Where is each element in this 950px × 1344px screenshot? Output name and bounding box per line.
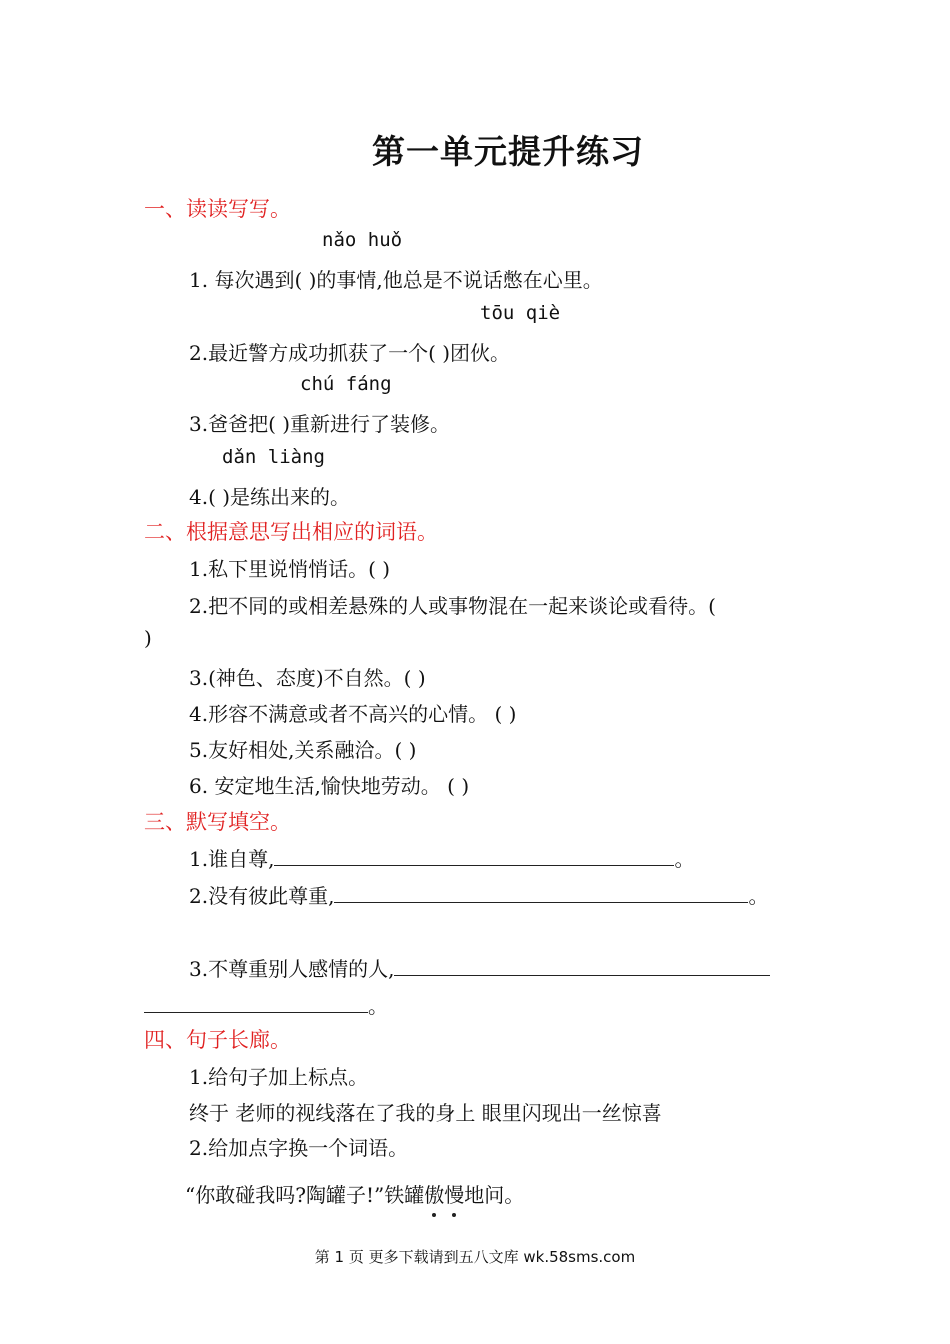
s2-item-1: 1.私下里说悄悄话。( ) xyxy=(189,557,391,581)
pinyin-4: dǎn liàng xyxy=(222,446,325,468)
s1-item-1: 1. 每次遇到( )的事情,他总是不说话憋在心里。 xyxy=(189,268,603,292)
period: 。 xyxy=(368,994,388,1018)
s3-item-3-continued xyxy=(144,990,388,1019)
s3-item-1-label: 1.谁自尊, xyxy=(189,847,275,871)
s3-item-1 xyxy=(189,843,694,872)
page-footer: 第 1 页 更多下载请到五八文库 wk.58sms.com xyxy=(314,1248,636,1266)
period: 。 xyxy=(674,847,695,871)
s2-item-4: 4.形容不满意或者不高兴的心情。 ( ) xyxy=(189,702,517,726)
s3-item-3-label: 3.不尊重别人感情的人, xyxy=(189,957,395,981)
s1-item-3: 3.爸爸把( )重新进行了装修。 xyxy=(189,412,451,436)
s2-item-2-close: ) xyxy=(144,626,152,650)
s2-item-6: 6. 安定地生活,愉快地劳动。 ( ) xyxy=(189,774,470,798)
s4-sub-1: 1.给句子加上标点。 xyxy=(189,1065,369,1089)
emphasized-word xyxy=(424,1183,464,1207)
s2-item-2: 2.把不同的或相差悬殊的人或事物混在一起来谈论或看待。( xyxy=(189,594,716,618)
s1-item-4: 4.( )是练出来的。 xyxy=(189,485,351,509)
fill-blank-3[interactable] xyxy=(394,955,770,976)
s4-quote xyxy=(185,1179,524,1208)
s3-item-2-label: 2.没有彼此尊重, xyxy=(189,884,335,908)
s4-sub-2: 2.给加点字换一个词语。 xyxy=(189,1136,409,1160)
pinyin-3: chú fáng xyxy=(300,373,392,395)
pinyin-2: tōu qiè xyxy=(480,302,561,324)
section-4-heading: 四、句子长廊。 xyxy=(144,1028,291,1052)
section-3-heading: 三、默写填空。 xyxy=(144,810,291,834)
pinyin-1: nǎo huǒ xyxy=(322,229,403,251)
s4-sentence: 终于 老师的视线落在了我的身上 眼里闪现出一丝惊喜 xyxy=(189,1101,662,1125)
s2-item-5: 5.友好相处,关系融洽。( ) xyxy=(189,738,417,762)
fill-blank-1[interactable] xyxy=(274,845,674,866)
quote-after: 地问。 xyxy=(464,1183,525,1207)
emphasis-dot xyxy=(452,1213,456,1217)
page-title: 第一单元提升练习 xyxy=(372,132,644,171)
s3-item-3 xyxy=(189,953,770,982)
fill-blank-3-continued[interactable] xyxy=(144,992,368,1013)
fill-blank-2[interactable] xyxy=(334,882,748,903)
s3-item-2 xyxy=(189,880,768,909)
quote-before: “你敢碰我吗?陶罐子!”铁罐 xyxy=(185,1183,425,1207)
emphasized-word-text: 傲慢 xyxy=(424,1183,465,1207)
section-2-heading: 二、根据意思写出相应的词语。 xyxy=(144,520,438,544)
section-1-heading: 一、读读写写。 xyxy=(144,197,291,221)
s1-item-2: 2.最近警方成功抓获了一个( )团伙。 xyxy=(189,341,511,365)
s2-item-3: 3.(神色、态度)不自然。( ) xyxy=(189,666,426,690)
emphasis-dot xyxy=(432,1213,436,1217)
period: 。 xyxy=(748,884,769,908)
